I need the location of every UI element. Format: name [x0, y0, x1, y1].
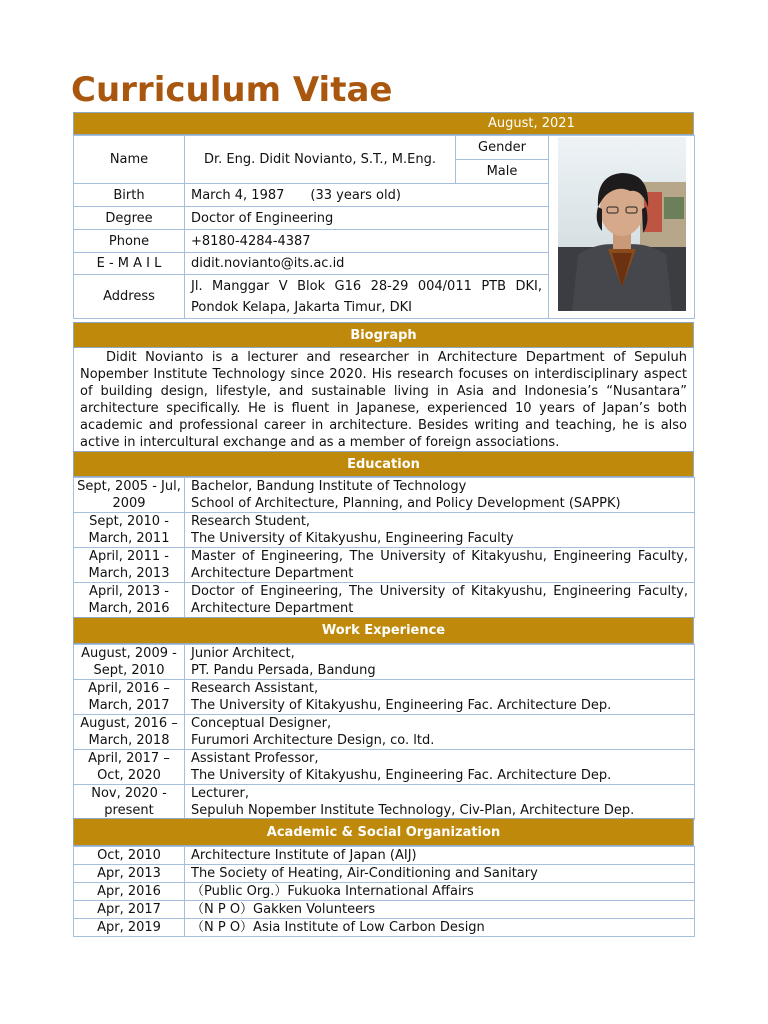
document-date: August, 2021 [488, 116, 575, 131]
portrait-photo [558, 137, 686, 311]
education-detail: Master of Engineering, The University of Kitakyushu, Engineering Faculty, Architecture Department [185, 548, 695, 583]
organization-period: Apr, 2016 [74, 883, 185, 901]
table-row [74, 680, 695, 715]
organization-table [73, 846, 695, 937]
page-title: Curriculum Vitae [71, 70, 393, 110]
email-value: didit.novianto@its.ac.id [185, 253, 549, 275]
organization-name: （Public Org.）Fukuoka International Affairs [185, 883, 695, 901]
birth-value: March 4, 1987 (33 years old) [185, 184, 549, 207]
gender-value: Male [456, 160, 549, 184]
education-detail: Doctor of Engineering, The University of Kitakyushu, Engineering Faculty, Architecture Department [185, 583, 695, 618]
table-row [74, 513, 695, 548]
education-detail: Research Student, The University of Kitakyushu, Engineering Faculty [185, 513, 695, 548]
name-value: Dr. Eng. Didit Novianto, S.T., M.Eng. [185, 136, 456, 184]
phone-label: Phone [74, 230, 185, 253]
table-row [74, 645, 695, 680]
personal-info-table [73, 135, 695, 319]
education-period: Sept, 2005 - Jul, 2009 [74, 478, 185, 513]
work-detail: Assistant Professor, The University of Kitakyushu, Engineering Fac. Architecture Dep. [185, 750, 695, 785]
gender-label: Gender [456, 136, 549, 160]
table-row [74, 583, 695, 618]
address-value: Jl. Manggar V Blok G16 28-29 004/011 PTB DKI, Pondok Kelapa, Jakarta Timur, DKI [185, 275, 549, 319]
organization-name: （N P O）Asia Institute of Low Carbon Design [185, 919, 695, 937]
work-detail: Research Assistant, The University of Kitakyushu, Engineering Fac. Architecture Dep. [185, 680, 695, 715]
work-table [73, 644, 695, 820]
education-detail: Bachelor, Bandung Institute of Technology School of Architecture, Planning, and Policy Development (SAPPK) [185, 478, 695, 513]
education-period: April, 2011 - March, 2013 [74, 548, 185, 583]
table-row [74, 548, 695, 583]
work-detail: Junior Architect, PT. Pandu Persada, Bandung [185, 645, 695, 680]
biograph-text: Didit Novianto is a lecturer and researcher in Architecture Department of Sepuluh Nopember Institute Technology since 2020. His research focuses on interdisciplinary aspect of building design, lifestyle, and sustainable living in Asia and Indonesia’s “Nusantara” architecture specifically. He is fluent in Japanese, experienced 10 years of Japan’s both academic and professional career in architecture. Besides writing and teaching, he is also active in intercultural exchange and as a member of foreign associations. [73, 348, 694, 451]
table-row [74, 847, 695, 865]
organization-name: （N P O）Gakken Volunteers [185, 901, 695, 919]
education-period: Sept, 2010 - March, 2011 [74, 513, 185, 548]
organization-period: Apr, 2013 [74, 865, 185, 883]
table-row [74, 478, 695, 513]
work-period: April, 2017 – Oct, 2020 [74, 750, 185, 785]
work-period: Nov, 2020 - present [74, 785, 185, 820]
organization-name: The Society of Heating, Air-Conditioning and Sanitary [185, 865, 695, 883]
work-detail: Lecturer, Sepuluh Nopember Institute Technology, Civ-Plan, Architecture Dep. [185, 785, 695, 820]
phone-value: +8180-4284-4387 [185, 230, 549, 253]
work-period: August, 2009 - Sept, 2010 [74, 645, 185, 680]
education-heading: Education [73, 451, 694, 477]
organization-period: Apr, 2019 [74, 919, 185, 937]
address-label: Address [74, 275, 185, 319]
table-row [74, 750, 695, 785]
profile-photo [549, 136, 695, 319]
education-table [73, 477, 695, 618]
degree-label: Degree [74, 207, 185, 230]
date-bar [73, 112, 694, 135]
work-detail: Conceptual Designer, Furumori Architecture Design, co. ltd. [185, 715, 695, 750]
organization-name: Architecture Institute of Japan (AIJ) [185, 847, 695, 865]
name-label: Name [74, 136, 185, 184]
biograph-heading: Biograph [73, 322, 694, 348]
work-period: April, 2016 – March, 2017 [74, 680, 185, 715]
table-row [74, 715, 695, 750]
table-row [74, 901, 695, 919]
email-label: E - M A I L [74, 253, 185, 275]
table-row [74, 865, 695, 883]
table-row [74, 883, 695, 901]
table-row [74, 919, 695, 937]
education-period: April, 2013 - March, 2016 [74, 583, 185, 618]
table-row [74, 785, 695, 820]
organization-period: Apr, 2017 [74, 901, 185, 919]
organization-heading: Academic & Social Organization [73, 818, 694, 846]
work-period: August, 2016 – March, 2018 [74, 715, 185, 750]
birth-label: Birth [74, 184, 185, 207]
organization-period: Oct, 2010 [74, 847, 185, 865]
degree-value: Doctor of Engineering [185, 207, 549, 230]
work-heading: Work Experience [73, 617, 694, 644]
